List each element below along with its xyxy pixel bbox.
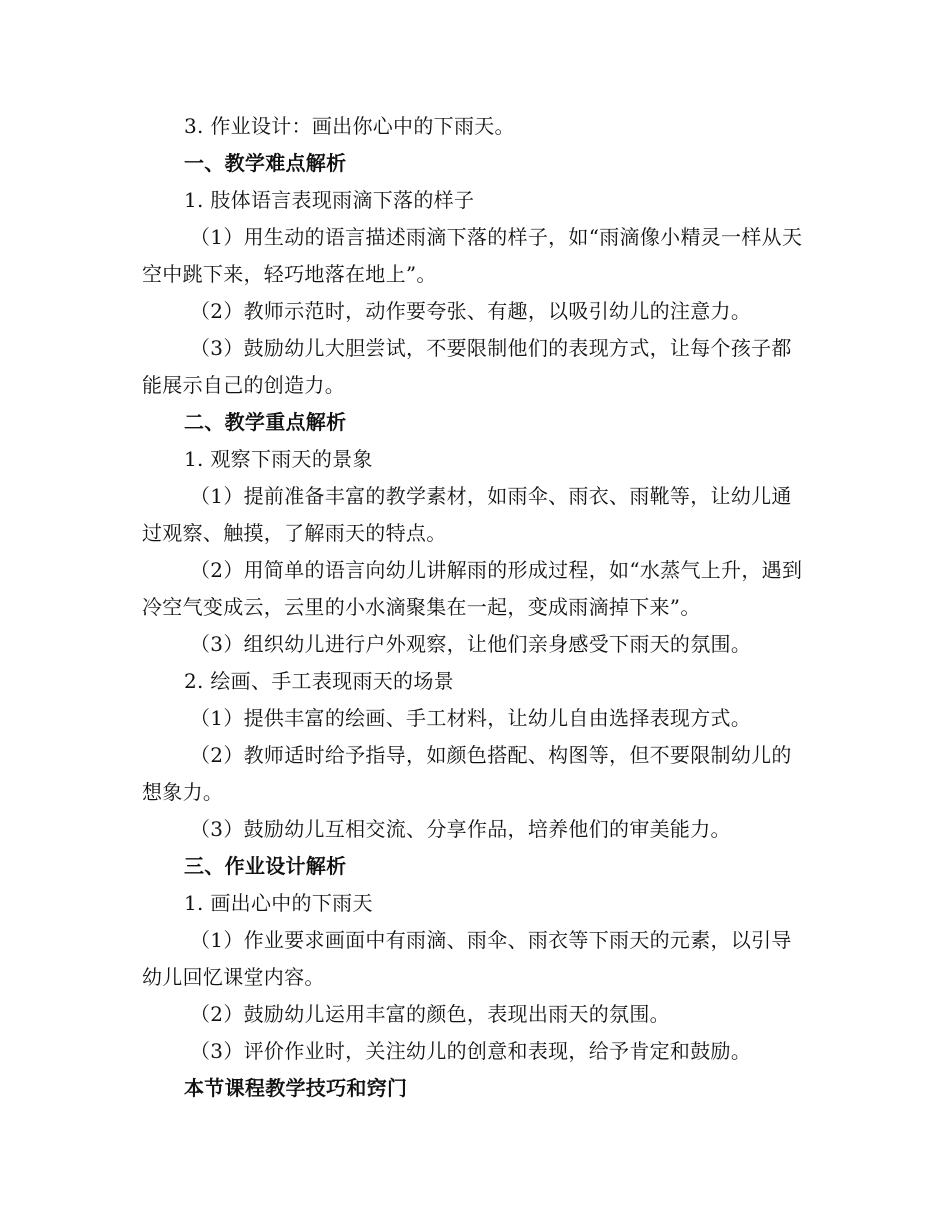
homework-design-item: 3. 作业设计：画出你心中的下雨天。 — [184, 114, 515, 138]
paragraph: （2）教师适时给予指导，如颜色搭配、构图等，但不要限制幼儿的想象力。 — [142, 743, 792, 804]
paragraph: （2）鼓励幼儿运用丰富的颜色，表现出雨天的氛围。 — [190, 1002, 670, 1026]
subheading-body-language: 1. 肢体语言表现雨滴下落的样子 — [184, 188, 475, 212]
paragraph: （2）教师示范时，动作要夸张、有趣，以吸引幼儿的注意力。 — [190, 299, 752, 323]
section-heading-key-points: 二、教学重点解析 — [184, 410, 347, 434]
paragraph: （1）作业要求画面中有雨滴、雨伞、雨衣等下雨天的元素，以引导幼儿回忆课堂内容。 — [142, 928, 792, 989]
paragraph: （3）评价作业时，关注幼儿的创意和表现，给予肯定和鼓励。 — [190, 1039, 752, 1063]
paragraph: （3）组织幼儿进行户外观察，让他们亲身感受下雨天的氛围。 — [190, 632, 752, 656]
section-heading-homework: 三、作业设计解析 — [184, 854, 347, 878]
paragraph: （1）提前准备丰富的教学素材，如雨伞、雨衣、雨靴等，让幼儿通过观察、触摸，了解雨天的特点。 — [142, 484, 792, 545]
paragraph: （2）用简单的语言向幼儿讲解雨的形成过程，如“水蒸气上升，遇到冷空气变成云，云里的小水滴聚集在一起，变成雨滴掉下来”。 — [142, 558, 803, 619]
subheading-drawing-crafts: 2. 绘画、手工表现雨天的场景 — [184, 669, 454, 693]
paragraph: （1）提供丰富的绘画、手工材料，让幼儿自由选择表现方式。 — [190, 706, 752, 730]
paragraph: （3）鼓励幼儿互相交流、分享作品，培养他们的审美能力。 — [190, 817, 731, 841]
paragraph: （1）用生动的语言描述雨滴下落的样子，如“雨滴像小精灵一样从天空中跳下来，轻巧地落在地上”。 — [142, 225, 803, 286]
document-body — [142, 108, 810, 1107]
subheading-draw-rainy-day: 1. 画出心中的下雨天 — [184, 891, 373, 915]
subheading-observe-rain: 1. 观察下雨天的景象 — [184, 447, 373, 471]
paragraph: （3）鼓励幼儿大胆尝试，不要限制他们的表现方式，让每个孩子都能展示自己的创造力。 — [142, 336, 792, 397]
section-heading-difficulties: 一、教学难点解析 — [184, 151, 347, 175]
section-heading-tips: 本节课程教学技巧和窍门 — [184, 1076, 408, 1100]
